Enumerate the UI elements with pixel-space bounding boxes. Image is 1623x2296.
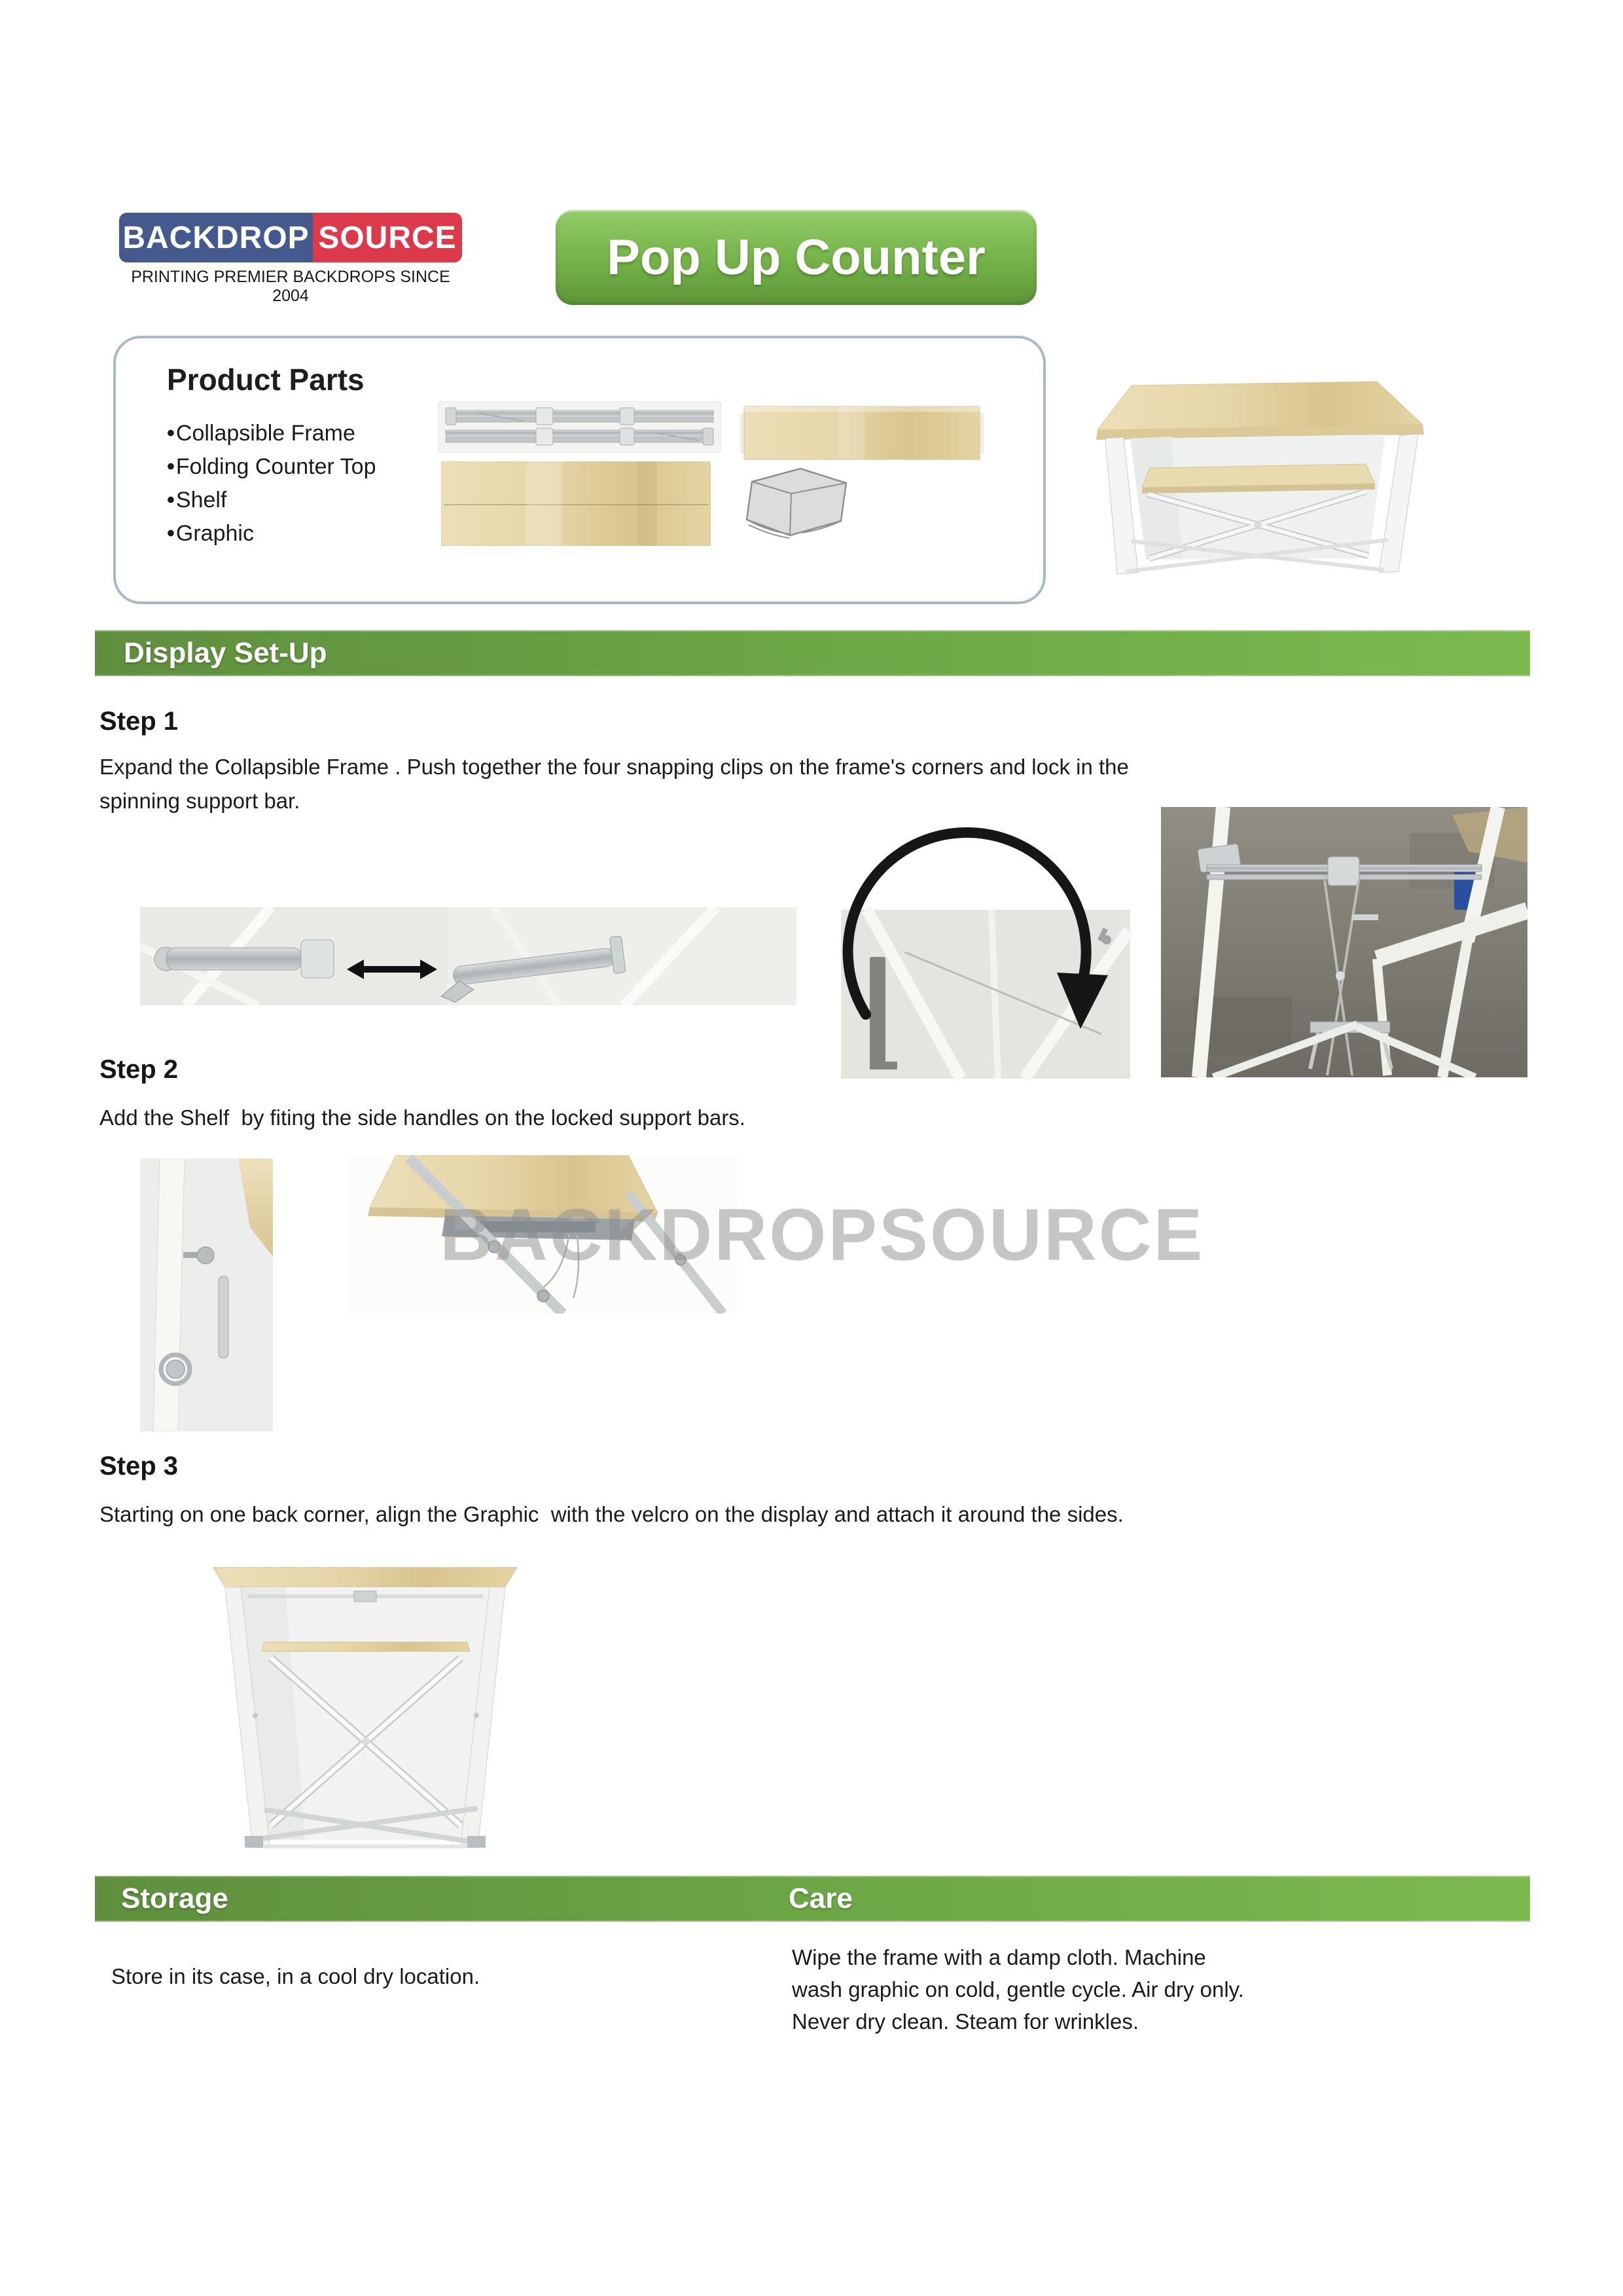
logo-primary-wordmark: BACKDROP [119, 213, 313, 262]
list-item: • Graphic [167, 517, 376, 550]
step3-heading: Step 3 [99, 1452, 179, 1480]
frame-bolt-closeup-image [140, 1158, 273, 1431]
document-title-banner [556, 210, 1037, 305]
list-item: • Collapsible Frame [167, 417, 376, 450]
counter-front-view-image [207, 1558, 524, 1853]
step1-text [99, 750, 1129, 818]
logo-secondary-wordmark: SOURCE [313, 213, 462, 262]
list-item: • Folding Counter Top [167, 450, 376, 484]
brand-logo [119, 213, 462, 306]
shelf-panel-image [740, 405, 984, 461]
storage-banner-label: Storage [121, 1882, 228, 1914]
product-parts-heading: Product Parts [167, 363, 365, 397]
step1-heading: Step 1 [99, 707, 179, 736]
care-text-line: Wipe the frame with a damp cloth. Machine [792, 1945, 1206, 1969]
document-title: Pop Up Counter [607, 230, 986, 285]
step3-text [99, 1498, 1124, 1532]
step1-text-line: spinning support bar. [99, 789, 300, 813]
step2-heading: Step 2 [99, 1055, 179, 1084]
frame-corner-image [827, 818, 1136, 1083]
locked-frame-image [1161, 807, 1527, 1077]
care-text-line: Never dry clean. Steam for wrinkles. [792, 2009, 1139, 2034]
care-text [792, 1941, 1244, 2037]
folded-graphic-image [738, 465, 855, 541]
storage-care-banner [95, 1876, 1530, 1922]
logo-tagline: PRINTING PREMIER BACKDROPS SINCE 2004 [131, 268, 450, 305]
assembled-counter-image [1073, 365, 1435, 581]
step2-text-line: Add the Shelf by fiting the side handles on the locked support bars. [99, 1105, 745, 1130]
step1-text-line: Expand the Collapsible Frame . Push together the four snapping clips on the frame's corners and lock in the [99, 755, 1129, 779]
care-text-line: wash graphic on cold, gentle cycle. Air dry only. [792, 1977, 1244, 2001]
step2-text [99, 1101, 745, 1135]
support-bar-closeup-image [140, 907, 796, 1005]
care-banner-label: Care [789, 1882, 853, 1914]
list-item: • Shelf [167, 484, 376, 517]
step3-text-line: Starting on one back corner, align the Graphic with the velcro on the display and attach it around the sides. [99, 1502, 1124, 1526]
product-parts-list [167, 417, 376, 550]
display-setup-banner-label: Display Set-Up [124, 637, 327, 669]
collapsed-frame-image [438, 401, 721, 453]
display-setup-banner [95, 630, 1530, 676]
counter-top-image [441, 461, 711, 546]
watermark: BACKDROPSOURCE [440, 1194, 1205, 1276]
product-parts-panel [113, 336, 1046, 604]
storage-text: Store in its case, in a cool dry location. [111, 1964, 480, 1988]
